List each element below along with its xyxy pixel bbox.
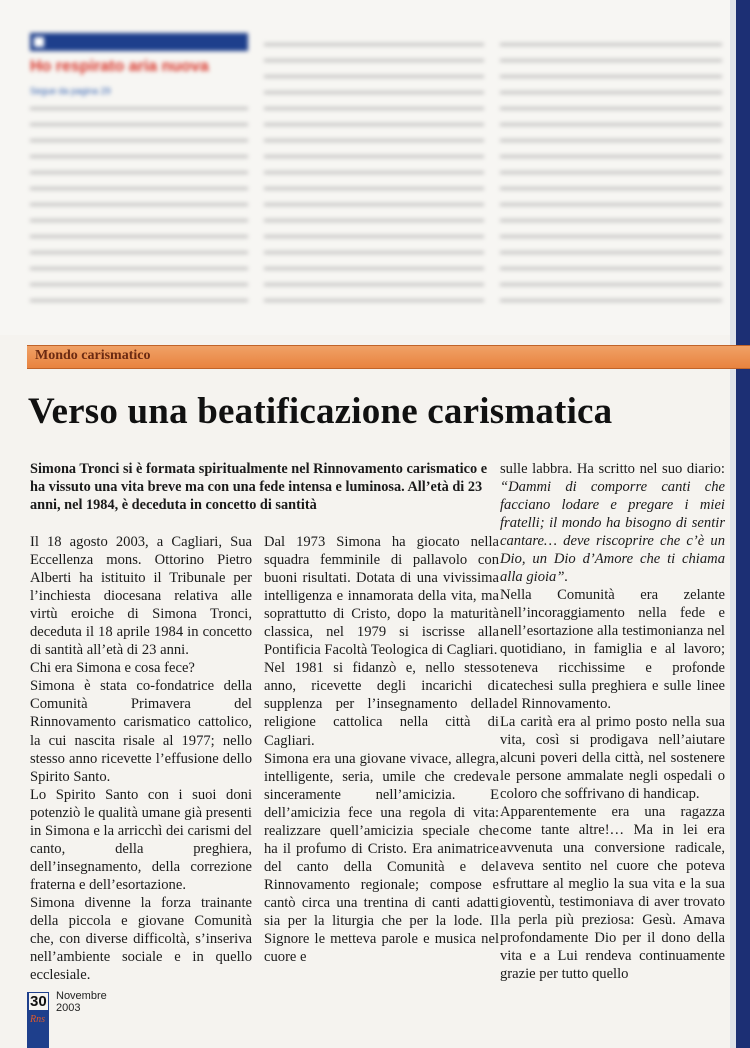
article-column-1: [30, 533, 252, 984]
article-column-3: [500, 460, 725, 983]
paragraph: La carità era al primo posto nella sua vita, così si prodigava nell’aiutare alcuni poveri della città, nel sostenere le persone ammalate negli ospedali o coloro che soffrivano di handicap.: [500, 713, 725, 802]
magazine-logo: Rns: [30, 1014, 45, 1025]
section-label: Mondo carismatico: [35, 348, 151, 363]
paragraph: Simona è stata co-fondatrice della Comunità Primavera del Rinnovamento carismatico cattolico, la cui nascita risale al 1977; nello stesso anno ricevette l’effusione dello Spirito Santo.: [30, 678, 252, 785]
previous-text-column: [500, 36, 722, 308]
paragraph: Lo Spirito Santo con i suoi doni potenziò le qualità umane già presenti in Simona e la arricchì dei carismi del canto, della preghiera, dell’insegnamento, della correzione fraterna e dell’esortazione.: [30, 786, 252, 893]
paragraph: Simona divenne la forza trainante della piccola e giovane Comunità che, con diverse difficoltà, s’inseriva nell’ambiente sociale e in quello ecclesiale.: [30, 894, 252, 984]
article-lede: Simona Tronci si è formata spiritualmente nel Rinnovamento carismatico e ha vissuto una vita breve ma con una fede intensa e luminosa. All’età di 23 anni, nel 1984, è deceduta in concetto di santità: [30, 461, 488, 513]
previous-text-column: [30, 100, 248, 308]
previous-article-title: Ho respirato aria nuova: [30, 58, 209, 75]
paragraph: Il 18 agosto 2003, a Cagliari, Sua Eccellenza mons. Ottorino Pietro Alberti ha istituito il Tribunale per l’inchiesta diocesana relativa alle virtù eroiche di Simona Tronci, deceduta il 18 aprile 1984 in concetto di santità all’età di 23 anni.: [30, 534, 252, 659]
paragraph: Chi era Simona e cosa fece?: [30, 660, 195, 677]
paragraph: Dal 1973 Simona ha giocato nella squadra femminile di pallavolo con buoni risultati. Dotata di una vivissima intelligenza e innamorata della vita, ma soprattutto di Cristo, dopo la maturità classica, nel 1979 si iscrisse alla Pontificia Facoltà Teologica di Cagliari.: [264, 534, 499, 659]
paragraph: Apparentemente era una ragazza come tante altre!… Ma in lei era avvenuta una conversione radicale, aveva sentito nel cuore che poteva sfruttare al meglio la sua vita e la sua gioventù, testimoniava di aver trovato la perla più preziosa: Gesù. Amava profondamente Dio per il dono della vita e a Lui rendeva continuamente grazie per tutto quello: [500, 803, 725, 983]
issue-date: [56, 990, 107, 1014]
page-edge-strip: [736, 0, 750, 1048]
diary-quote: “Dammi di comporre canti che facciano lodare e pregare i miei fratelli; il mondo ha bisogno di sentir cantare… deve riscoprire che c’è un Dio, un Dio d’Amore che ti chiama alla gioia”.: [500, 479, 725, 586]
previous-continuation-note: Segue da pagina 29: [30, 86, 111, 96]
issue-month: Novembre: [56, 990, 107, 1002]
section-bar: [27, 345, 750, 369]
issue-year: 2003: [56, 1002, 81, 1014]
page-number: 30: [30, 993, 47, 1010]
article-column-2: [264, 533, 499, 966]
previous-header-bar: [30, 33, 248, 51]
previous-text-column: [264, 36, 484, 308]
article-headline: Verso una beatificazione carismatica: [28, 391, 613, 432]
paragraph: [500, 460, 725, 586]
paragraph: Nella Comunità era zelante nell’incoraggiamento nella fede e nell’esortazione alla testimonianza nel quotidiano, in famiglia e al lavoro; teneva ricchissime e profonde catechesi sulla preghiera e sulle linee del Rinnovamento.: [500, 587, 725, 712]
previous-page-area: [0, 0, 750, 335]
paragraph: Nel 1981 si fidanzò e, nello stesso anno, ricevette degli incarichi di supplenza per l’insegnamento della religione cattolica nella città di Cagliari.: [264, 660, 499, 749]
paragraph-text: sulle labbra. Ha scritto nel suo diario:: [500, 461, 725, 477]
square-icon: [34, 37, 44, 47]
paragraph: Simona era una giovane vivace, allegra, intelligente, seria, umile che credeva sinceramente nell’amicizia. E dell’amicizia fece una regola di vita: realizzare quell’amicizia speciale che ha il profumo di Cristo. Era animatrice del canto della Comunità e del Rinnovamento regionale; compose e cantò circa una trentina di canti adatti sia per la liturgia che per la lode. Il Signore le metteva parole e musica nel cuore e: [264, 750, 499, 966]
